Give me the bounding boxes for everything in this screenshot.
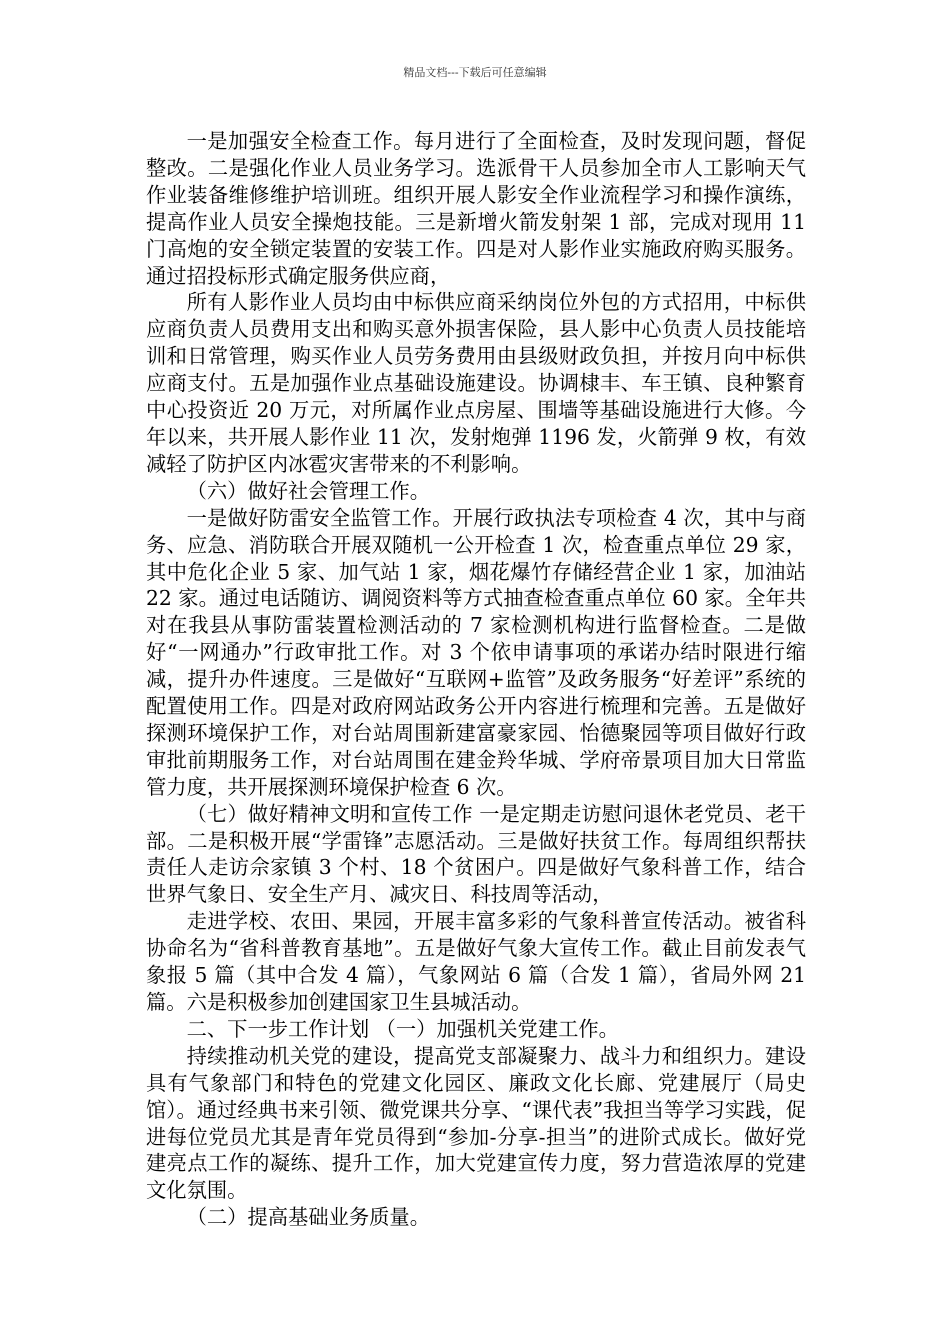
paragraph-6: 持续推动机关党的建设，提高党支部凝聚力、战斗力和组织力。建设具有气象部门和特色的党建文化园区、廉政文化长廊、党建展厅（局史馆）。通过经典书来引领、微党课共分享、“课代表”我担当等学习实践，促进每位党员尤其是青年党员得到“参加-分享-担当”的进阶式成长。做好党建亮点工作的凝练、提升工作，加大党建宣传力度，努力营造浓厚的党建文化氛围。 xyxy=(146,1043,806,1203)
document-body xyxy=(146,128,806,1231)
paragraph-2: 所有人影作业人员均由中标供应商采纳岗位外包的方式招用，中标供应商负责人员费用支出和购买意外损害保险，县人影中心负责人员技能培训和日常管理，购买作业人员劳务费用由县级财政负担，并按月向中标供应商支付。五是加强作业点基础设施建设。协调棣丰、车王镇、良种繁育中心投资近 20 万元，对所属作业点房屋、围墙等基础设施进行大修。今年以来，共开展人影作业 11 次，发射炮弹 1196 发，火箭弹 9 枚，有效减轻了防护区内冰雹灾害带来的不利影响。 xyxy=(146,290,806,476)
paragraph-4: （七）做好精神文明和宣传工作 一是定期走访慰问退休老党员、老干部。二是积极开展“学雷锋”志愿活动。三是做好扶贫工作。每周组织帮扶责任人走访佘家镇 3 个村、18 个贫困户。四是做好气象科普工作，结合世界气象日、安全生产月、减灾日、科技周等活动， xyxy=(146,801,806,907)
section-heading-plan: 二、下一步工作计划 （一）加强机关党建工作。 xyxy=(186,1016,619,1041)
paragraph-5: 走进学校、农田、果园，开展丰富多彩的气象科普宣传活动。被省科协命名为“省科普教育基地”。五是做好气象大宣传工作。截止目前发表气象报 5 篇（其中合发 4 篇），气象网站 6 篇（合发 1 篇），省局外网 21 篇。六是积极参加创建国家卫生县城活动。 xyxy=(146,909,806,1014)
page-header: 精品文档---下载后可任意编辑 xyxy=(403,66,547,79)
section-heading-6: （六）做好社会管理工作。 xyxy=(186,478,430,503)
section-heading-2: （二）提高基础业务质量。 xyxy=(186,1205,430,1230)
paragraph-3: 一是做好防雷安全监管工作。开展行政执法专项检查 4 次，其中与商务、应急、消防联合开展双随机一公开检查 1 次，检查重点单位 29 家，其中危化企业 5 家、加气站 1 家，烟花爆竹存储经营企业 1 家，加油站 22 家。通过电话随访、调阅资料等方式抽查检查重点单位 60 家。全年共对在我县从事防雷装置检测活动的 7 家检测机构进行监督检查。二是做好“一网通办”行政审批工作。对 3 个依申请事项的承诺办结时限进行缩减，提升办件速度。三是做好“互联网+监管”及政务服务“好差评”系统的配置使用工作。四是对政府网站政务公开内容进行梳理和完善。五是做好探测环境保护工作，对台站周围新建富豪家园、怡德聚园等项目做好行政审批前期服务工作，对台站周围在建金羚华城、学府帝景项目加大日常监管力度，共开展探测环境保护检查 6 次。 xyxy=(146,505,806,799)
paragraph-1: 一是加强安全检查工作。每月进行了全面检查，及时发现问题，督促整改。二是强化作业人员业务学习。选派骨干人员参加全市人工影响天气作业装备维修维护培训班。组织开展人影安全作业流程学习和操作演练，提高作业人员安全操炮技能。三是新增火箭发射架 1 部，完成对现用 11 门高炮的安全锁定装置的安装工作。四是对人影作业实施政府购买服务。通过招投标形式确定服务供应商， xyxy=(146,129,806,288)
